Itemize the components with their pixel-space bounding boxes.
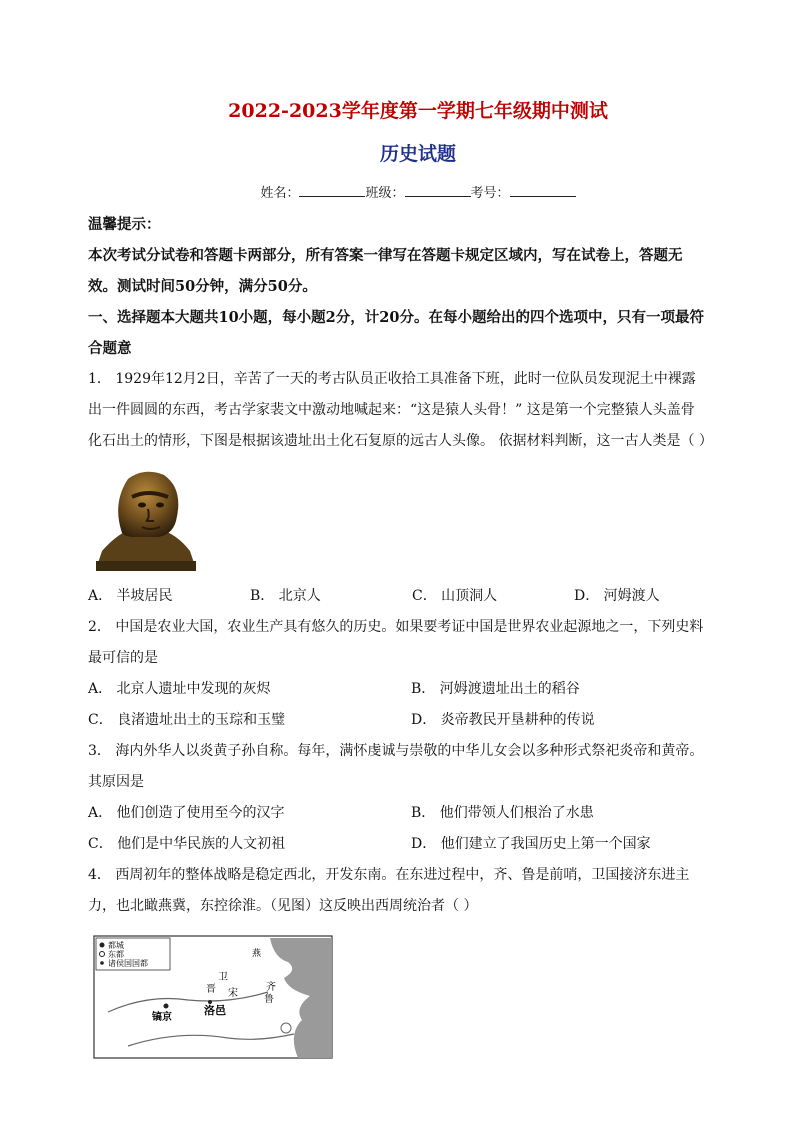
option-b[interactable]: B． 北京人 <box>250 588 321 604</box>
capital-legend-icon <box>100 943 105 948</box>
question-3-options-row1 <box>88 798 708 829</box>
label-jin: 晋 <box>206 984 216 995</box>
notice-heading: 温馨提示： <box>88 216 161 233</box>
western-zhou-map <box>88 934 708 1064</box>
question-3-stem: 3． 海内外华人以炎黄子孙自称。每年，满怀虔诚与崇敬的中华儿女会以多种形式祭祀炎帝和黄帝。其原因是 <box>88 743 704 790</box>
exam-no-label: 考号： <box>470 186 510 201</box>
bust-figure <box>88 463 708 575</box>
label-haojing: 镐京 <box>152 1012 172 1023</box>
option-a[interactable]: A． 半坡居民 <box>88 588 173 604</box>
legend-capital: 都城 <box>108 941 124 950</box>
exam-no-blank[interactable] <box>510 184 576 197</box>
question-1-options <box>88 581 708 612</box>
legend-eastern-capital: 东都 <box>108 950 124 959</box>
section-heading: 一、选择题本大题共10小题，每小题2分，计20分。在每小题给出的四个选项中，只有一项最符合题意 <box>88 309 704 357</box>
question-4-stem: 4． 西周初年的整体战略是稳定西北，开发东南。在东进过程中，齐、鲁是前哨，卫国接济东进主力，也北瞰燕冀，东控徐淮。（见图）这反映出西周统治者（ ） <box>88 867 690 914</box>
option-b[interactable]: B． 河姆渡遗址出土的稻谷 <box>411 681 580 697</box>
option-c[interactable]: C． 他们是中华民族的人文初祖 <box>88 836 286 852</box>
option-a[interactable]: A． 他们创造了使用至今的汉字 <box>88 805 285 821</box>
legend-vassal-capital: 诸侯国国都 <box>108 959 148 968</box>
label-qi: 齐 <box>266 982 276 993</box>
question-2-options-row1 <box>88 674 708 705</box>
exam-subtitle: 历史试题 <box>379 143 456 165</box>
student-info-line <box>128 182 708 201</box>
option-a[interactable]: A． 北京人遗址中发现的灰烬 <box>88 681 271 697</box>
class-label: 班级： <box>365 186 405 201</box>
option-c[interactable]: C． 山顶洞人 <box>412 588 498 604</box>
option-d[interactable]: D． 他们建立了我国历史上第一个国家 <box>411 836 651 852</box>
name-blank[interactable] <box>299 184 365 197</box>
exam-title: 2022-2023学年度第一学期七年级期中测试 <box>228 100 608 122</box>
option-d[interactable]: D． 河姆渡人 <box>574 588 660 604</box>
label-song: 宋 <box>228 988 238 999</box>
question-2-stem: 2． 中国是农业大国，农业生产具有悠久的历史。如果要考证中国是世界农业起源地之一，下列史料最可信的是 <box>88 619 704 666</box>
question-3-options-row2 <box>88 829 708 860</box>
notice-text: 本次考试分试卷和答题卡两部分，所有答案一律写在答题卡规定区域内，写在试卷上，答题无效。测试时间50分钟，满分50分。 <box>88 247 683 295</box>
label-luoyi: 洛邑 <box>204 1004 226 1017</box>
name-label: 姓名： <box>260 186 300 201</box>
option-b[interactable]: B． 他们带领人们根治了水患 <box>411 805 594 821</box>
option-c[interactable]: C． 良渚遗址出土的玉琮和玉璧 <box>88 712 286 728</box>
exam-page <box>88 96 713 1070</box>
question-1-stem: 1． 1929年12月2日，辛苦了一天的考古队员正收拾工具准备下班，此时一位队员发现泥土中裸露出一件圆圆的东西，考古学家裴文中激动地喊起来：“这是猿人头骨！” 这是第一个完整猿人头盖骨化石出土的情形，下图是根据该遗址出土化石复原的远古人头像。 依据材料判断，这一古人类是（ ） <box>88 371 713 449</box>
label-yan: 燕 <box>252 949 262 959</box>
option-d[interactable]: D． 炎帝教民开垦耕种的传说 <box>411 712 595 728</box>
question-2-options-row2 <box>88 705 708 736</box>
label-lu: 鲁 <box>264 994 274 1005</box>
class-blank[interactable] <box>405 184 471 197</box>
label-wei: 卫 <box>218 972 228 983</box>
